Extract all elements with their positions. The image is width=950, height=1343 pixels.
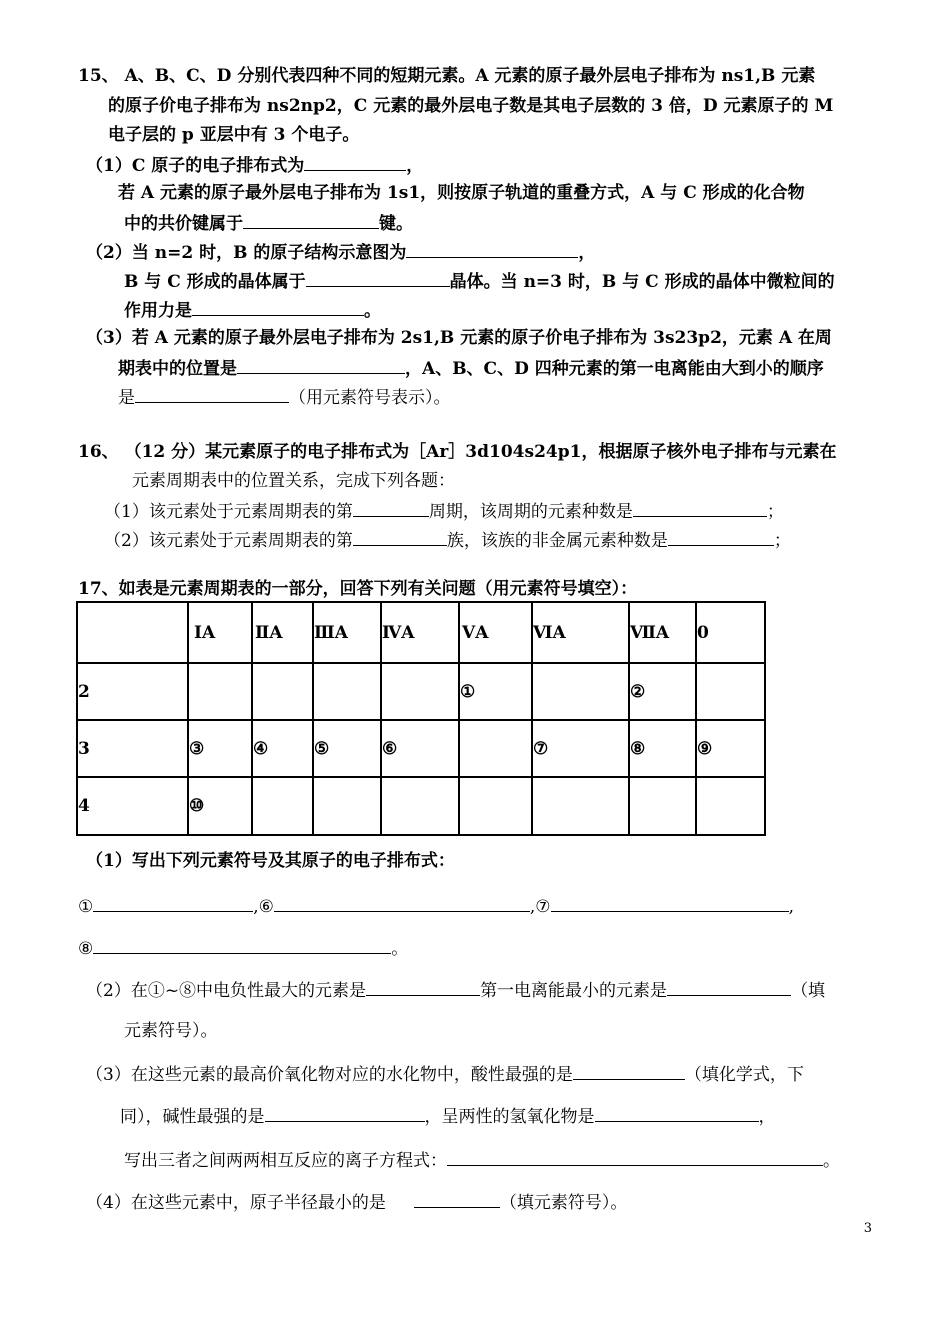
q16-p1-end: ； — [766, 502, 784, 522]
q15-p1c-end: 键。 — [379, 214, 413, 234]
q15-p2a-end: ， — [578, 243, 596, 263]
table-cell: 3 — [77, 720, 188, 777]
q15-p3c — [118, 384, 451, 410]
q17-c6: ,⑥ — [253, 897, 274, 917]
table-cell — [696, 777, 765, 835]
q15-p2c — [124, 297, 381, 323]
table-header-cell: ⅣA — [381, 602, 459, 663]
table-cell — [532, 663, 629, 720]
table-cell: ③ — [188, 720, 252, 777]
q17-p3c — [124, 1147, 840, 1173]
table-header-cell: ⅦA — [629, 602, 696, 663]
table-cell — [381, 777, 459, 835]
answer-blank[interactable] — [93, 893, 253, 912]
answer-blank[interactable] — [447, 1147, 823, 1166]
q17-config-line1 — [78, 893, 794, 919]
q15-p1b: 若 A 元素的原子最外层电子排布为 1s1，则按原子轨道的重叠方式，A 与 C 形成的化合物 — [118, 183, 805, 203]
q16-p2-text: （2）该元素处于元素周期表的第 — [104, 531, 353, 551]
table-cell: ⑤ — [313, 720, 381, 777]
q15-line3: 电子层的 p 亚层中有 3 个电子。 — [108, 125, 360, 145]
table-row — [77, 720, 765, 777]
q17-p2a-text: （2）在①~⑧中电负性最大的元素是 — [86, 981, 367, 1001]
q15-p3b-text: 期表中的位置是 — [118, 359, 237, 379]
q17-p2b: 元素符号）。 — [124, 1021, 218, 1041]
table-cell: 2 — [77, 663, 188, 720]
q17-p3b-text: 同），碱性最强的是 — [120, 1107, 265, 1127]
q15-p2b-end: 晶体。当 n=3 时，B 与 C 形成的晶体中微粒间的 — [449, 272, 835, 292]
answer-blank[interactable] — [353, 498, 429, 517]
table-cell: ① — [459, 663, 532, 720]
table-cell — [313, 663, 381, 720]
answer-blank[interactable] — [265, 1103, 425, 1122]
table-cell: ⑦ — [532, 720, 629, 777]
q17-p3a — [86, 1061, 804, 1087]
q17-c8: ⑧ — [78, 939, 94, 959]
q16-p2 — [104, 527, 791, 553]
answer-blank[interactable] — [595, 1103, 759, 1122]
table-cell — [252, 777, 313, 835]
table-cell: ⑥ — [381, 720, 459, 777]
table-header-cell: 0 — [696, 602, 765, 663]
table-cell — [313, 777, 381, 835]
q17-p3c-end: 。 — [823, 1151, 840, 1171]
table-row — [77, 663, 765, 720]
q16-p1-text: （1）该元素处于元素周期表的第 — [104, 502, 353, 522]
q16-p2-mid: 族，该族的非金属元素种数是 — [446, 531, 668, 551]
table-header-cell: ⅥA — [532, 602, 629, 663]
answer-blank[interactable] — [414, 1189, 500, 1208]
table-cell — [459, 777, 532, 835]
q17-p2a-end: （填 — [791, 981, 826, 1001]
q17-c7-end: , — [788, 897, 794, 917]
q15-line1: 15、 A、B、C、D 分别代表四种不同的短期元素。A 元素的原子最外层电子排布为 ns1,B 元素 — [78, 66, 816, 86]
q15-p2c-text: 作用力是 — [124, 301, 192, 321]
q15-p1a — [86, 152, 423, 178]
q17-p1: （1）写出下列元素符号及其原子的电子排布式： — [86, 851, 455, 871]
q16-p1 — [104, 498, 784, 524]
table-cell — [381, 663, 459, 720]
answer-blank[interactable] — [406, 239, 578, 258]
table-cell — [188, 663, 252, 720]
answer-blank[interactable] — [274, 893, 530, 912]
table-cell: ② — [629, 663, 696, 720]
answer-blank[interactable] — [633, 498, 767, 517]
table-cell — [252, 663, 313, 720]
table-cell — [696, 663, 765, 720]
table-header-cell: ⅡA — [252, 602, 313, 663]
q17-c1: ① — [78, 897, 94, 917]
q15-p3b — [118, 355, 824, 381]
q17-p2a — [86, 977, 825, 1003]
table-cell: 4 — [77, 777, 188, 835]
q17-p3a-end: （填化学式，下 — [684, 1065, 804, 1085]
q17-p3a-text: （3）在这些元素的最高价氧化物对应的水化物中，酸性最强的是 — [86, 1065, 573, 1085]
q15-p1a-text: （1）C 原子的电子排布式为 — [86, 156, 305, 176]
answer-blank[interactable] — [243, 210, 379, 229]
table-header-cell — [77, 602, 188, 663]
q17-p2a-mid: 第一电离能最小的元素是 — [480, 981, 668, 1001]
answer-blank[interactable] — [573, 1061, 685, 1080]
q17-p4 — [86, 1189, 627, 1215]
page-number: 3 — [863, 1221, 872, 1236]
answer-blank[interactable] — [304, 152, 406, 171]
answer-blank[interactable] — [237, 355, 405, 374]
table-header-cell: ⅠA — [188, 602, 252, 663]
q15-p3a: （3）若 A 元素的原子最外层电子排布为 2s1,B 元素的原子价电子排布为 3s23p2，元素 A 在周 — [86, 328, 832, 348]
q15-p2a-text: （2）当 n=2 时，B 的原子结构示意图为 — [86, 243, 407, 263]
q17-p4-text: （4）在这些元素中，原子半径最小的是 — [86, 1193, 386, 1213]
q15-p3c-text: 是 — [118, 388, 135, 408]
q15-p2b-text: B 与 C 形成的晶体属于 — [124, 272, 306, 292]
q15-p3c-end: （用元素符号表示）。 — [289, 388, 451, 408]
q16-p1-mid: 周期，该周期的元素种数是 — [428, 502, 633, 522]
q15-p2a — [86, 239, 595, 265]
q15-line2: 的原子价电子排布为 ns2np2，C 元素的最外层电子数是其电子层数的 3 倍，D 元素原子的 M — [108, 96, 834, 116]
q15-p1c — [124, 210, 413, 236]
periodic-table — [76, 601, 766, 836]
q17-c8-end: 。 — [391, 939, 409, 959]
answer-blank[interactable] — [353, 527, 447, 546]
answer-blank[interactable] — [93, 935, 391, 954]
q15-p2b — [124, 268, 835, 294]
q15-p1a-end: ， — [406, 156, 424, 176]
q17-c7: ,⑦ — [529, 897, 551, 917]
table-header-cell: ⅤA — [459, 602, 532, 663]
table-header-row — [77, 602, 765, 663]
table-cell: ⑧ — [629, 720, 696, 777]
q17-p3c-text: 写出三者之间两两相互反应的离子方程式： — [124, 1151, 447, 1171]
q17-p3b — [120, 1103, 776, 1129]
answer-blank[interactable] — [668, 527, 774, 546]
answer-blank[interactable] — [667, 977, 791, 996]
table-cell — [629, 777, 696, 835]
q17-p3b-end: ， — [758, 1107, 776, 1127]
answer-blank[interactable] — [551, 893, 789, 912]
answer-blank[interactable] — [366, 977, 480, 996]
q15-p3b-end: ，A、B、C、D 四种元素的第一电离能由大到小的顺序 — [405, 359, 824, 379]
table-cell: ⑩ — [188, 777, 252, 835]
q16-p2-end: ； — [773, 531, 791, 551]
q17-p3b-mid: ，呈两性的氢氧化物是 — [424, 1107, 595, 1127]
table-row — [77, 777, 765, 835]
answer-blank[interactable] — [192, 297, 364, 316]
table-cell — [532, 777, 629, 835]
answer-blank[interactable] — [306, 268, 450, 287]
q17-line1: 17、如表是元素周期表的一部分，回答下列有关问题（用元素符号填空）： — [78, 579, 638, 599]
table-header-cell: ⅢA — [313, 602, 381, 663]
table-cell: ④ — [252, 720, 313, 777]
q17-config-line2 — [78, 935, 408, 961]
q17-p4-end: （填元素符号）。 — [499, 1193, 628, 1213]
q16-line2: 元素周期表中的位置关系，完成下列各题： — [132, 471, 455, 491]
q15-p2c-end: 。 — [364, 301, 381, 321]
q16-line1: 16、 （12 分）某元素原子的电子排布式为［Ar］3d104s24p1，根据原子核外电子排布与元素在 — [78, 442, 837, 462]
answer-blank[interactable] — [135, 384, 289, 403]
table-cell: ⑨ — [696, 720, 765, 777]
q15-p1c-text: 中的共价键属于 — [124, 214, 243, 234]
table-cell — [459, 720, 532, 777]
